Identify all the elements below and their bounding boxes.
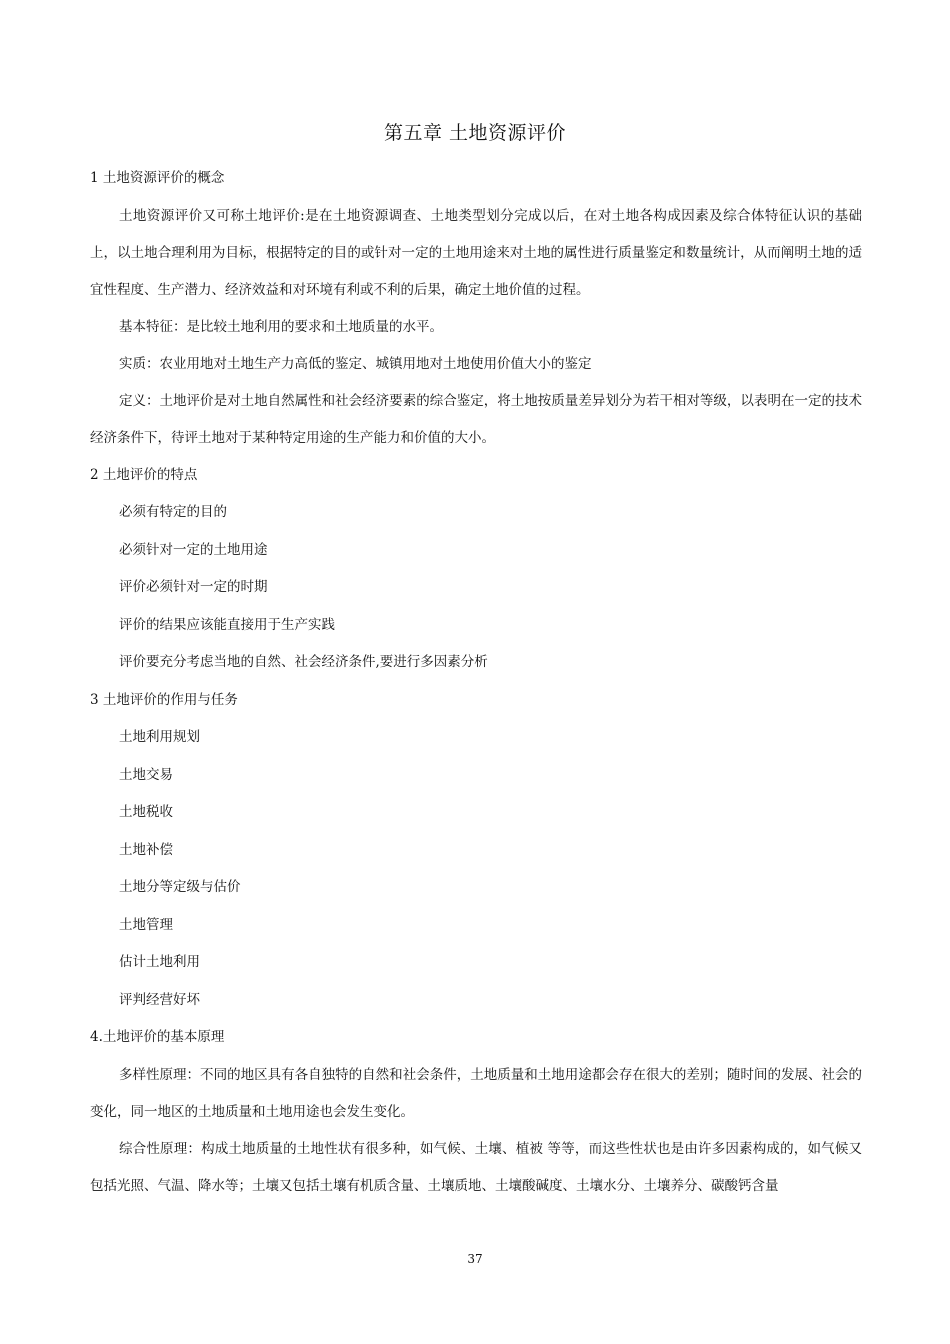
list-item: 土地管理 (119, 916, 173, 933)
list-item: 土地分等定级与估价 (119, 879, 241, 895)
chapter-title: 第五章 土地资源评价 (383, 122, 567, 144)
paragraph-definition-intro: 土地资源评价又可称土地评价:是在土地资源调查、土地类型划分完成以后，在对土地各构成因素及综合体特征认识的基础上，以土地合理利用为目标，根据特定的目的或针对一定的土地用途来对土地的属性进行质量鉴定和数量统计，从而阐明土地的适宜性程度、生产潜力、经济效益和对环境有利或不利的后果，确定土地价值的过程。 (90, 207, 862, 298)
paragraph-definition: 定义：土地评价是对土地自然属性和社会经济要素的综合鉴定，将土地按质量差异划分为若干相对等级，以表明在一定的技术经济条件下，待评土地对于某种特定用途的生产能力和价值的大小。 (90, 392, 862, 446)
section-heading-4: 4.土地评价的基本原理 (90, 1029, 225, 1045)
list-item: 土地利用规划 (119, 729, 200, 745)
section-heading-2: 2 土地评价的特点 (90, 466, 198, 483)
paragraph-comprehensive-principle: 综合性原理：构成土地质量的土地性状有很多种，如气候、土壤、植被 等等，而这些性状也是由许多因素构成的，如气候又包括光照、气温、降水等；土壤又包括土壤有机质含量、土壤质地、土壤酸碱度、土壤水分、土壤养分、碳酸钙含量 (90, 1140, 862, 1194)
list-item: 评价要充分考虑当地的自然、社会经济条件,要进行多因素分析 (119, 654, 488, 670)
list-item: 土地补偿 (119, 841, 173, 858)
paragraph-essence: 实质：农业用地对土地生产力高低的鉴定、城镇用地对土地使用价值大小的鉴定 (119, 355, 592, 372)
paragraph-diversity-principle: 多样性原理：不同的地区具有各自独特的自然和社会条件，土地质量和土地用途都会存在很大的差别；随时间的发展、社会的变化，同一地区的土地质量和土地用途也会发生变化。 (90, 1066, 862, 1120)
list-item: 评价的结果应该能直接用于生产实践 (119, 616, 335, 633)
paragraph-basic-feature: 基本特征：是比较土地利用的要求和土地质量的水平。 (119, 318, 443, 335)
list-item: 必须有特定的目的 (119, 504, 227, 520)
section-heading-3: 3 土地评价的作用与任务 (90, 691, 238, 708)
section-heading-1: 1 土地资源评价的概念 (90, 170, 225, 186)
list-item: 估计土地利用 (119, 954, 200, 970)
list-item: 必须针对一定的土地用途 (119, 541, 268, 558)
page-number: 37 (467, 1252, 483, 1266)
list-item: 土地交易 (119, 766, 173, 783)
document-body (90, 160, 862, 1205)
list-item: 评判经营好坏 (119, 991, 200, 1008)
list-item: 评价必须针对一定的时期 (119, 579, 268, 595)
list-item: 土地税收 (119, 804, 173, 820)
